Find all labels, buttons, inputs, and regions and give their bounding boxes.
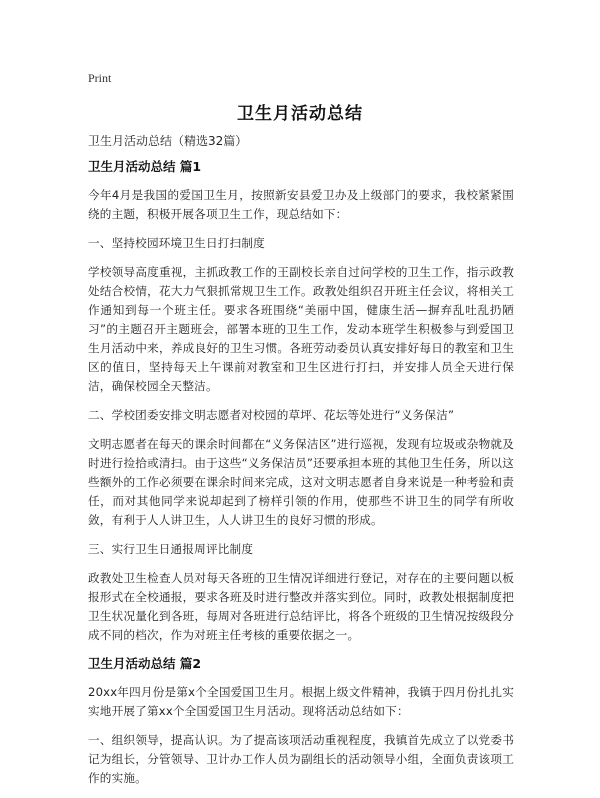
paragraph: 一、坚持校园环境卫生日打扫制度: [88, 236, 265, 250]
paragraph: 20xx年四月份是第x个全国爱国卫生月。根据上级文件精神，我镇于四月份扎扎实实地开展了第xx个全国爱国卫生月活动。现将活动总结如下：: [88, 685, 514, 718]
document-subtitle: 卫生月活动总结（精选32篇）: [88, 134, 248, 148]
paragraph: 二、学校团委安排文明志愿者对校园的草坪、花坛等处进行“义务保洁”: [88, 408, 455, 422]
paragraph: 学校领导高度重视，主抓政教工作的王副校长亲自过问学校的卫生工作，指示政教处结合校情，花大力气狠抓常规卫生工作。政教处组织召开班主任会议，将相关工作通知到每一个班主任。要求各班围绕“美丽中国，健康生活—摒弃乱吐乱扔陋习”的主题召开主题班会，部署本班的卫生工作，发动本班学生积极参与到爱国卫生月活动中来，养成良好的卫生习惯。各班劳动委员认真安排好每日的教室和卫生区的值日，坚持每天上午课前对教室和卫生区进行打扫，并安排人员全天进行保洁，确保校园全天整洁。: [88, 265, 514, 393]
document-title: 卫生月活动总结: [237, 104, 363, 124]
paragraph: 一、组织领导，提高认识。为了提高该项活动重视程度，我镇首先成立了以党委书记为组长，分管领导、卫计办工作人员为副组长的活动领导小组，全面负责该项工作的实施。: [88, 733, 514, 785]
paragraph: 文明志愿者在每天的课余时间都在“义务保洁区”进行巡视，发现有垃圾或杂物就及时进行捡拾或清扫。由于这些“义务保洁员”还要承担本班的其他卫生任务，所以这些额外的工作必须要在课余时间来完成，这对文明志愿者自身来说是一种考验和责任，而对其他同学来说却起到了榜样引领的作用，使那些不讲卫生的同学有所收敛，有利于人人讲卫生，人人讲卫生的良好习惯的形成。: [88, 437, 514, 527]
document-body: [88, 132, 514, 798]
section-heading-1: 卫生月活动总结 篇1: [88, 159, 202, 174]
paragraph: 三、实行卫生日通报周评比制度: [88, 542, 254, 556]
print-label: Print: [88, 71, 112, 85]
paragraph: 今年4月是我国的爱国卫生月，按照新安县爱卫办及上级部门的要求，我校紧紧围绕的主题，积极开展各项卫生工作，现总结如下：: [88, 188, 514, 221]
section-heading-2: 卫生月活动总结 篇2: [88, 656, 202, 671]
paragraph: 政教处卫生检查人员对每天各班的卫生情况详细进行登记，对存在的主要问题以板报形式在全校通报，要求各班及时进行整改并落实到位。同时，政教处根据制度把卫生状况量化到各班，每周对各班进行总结评比，将各个班级的卫生情况按级段分成不同的档次，作为对班主任考核的重要依据之一。: [88, 571, 514, 642]
